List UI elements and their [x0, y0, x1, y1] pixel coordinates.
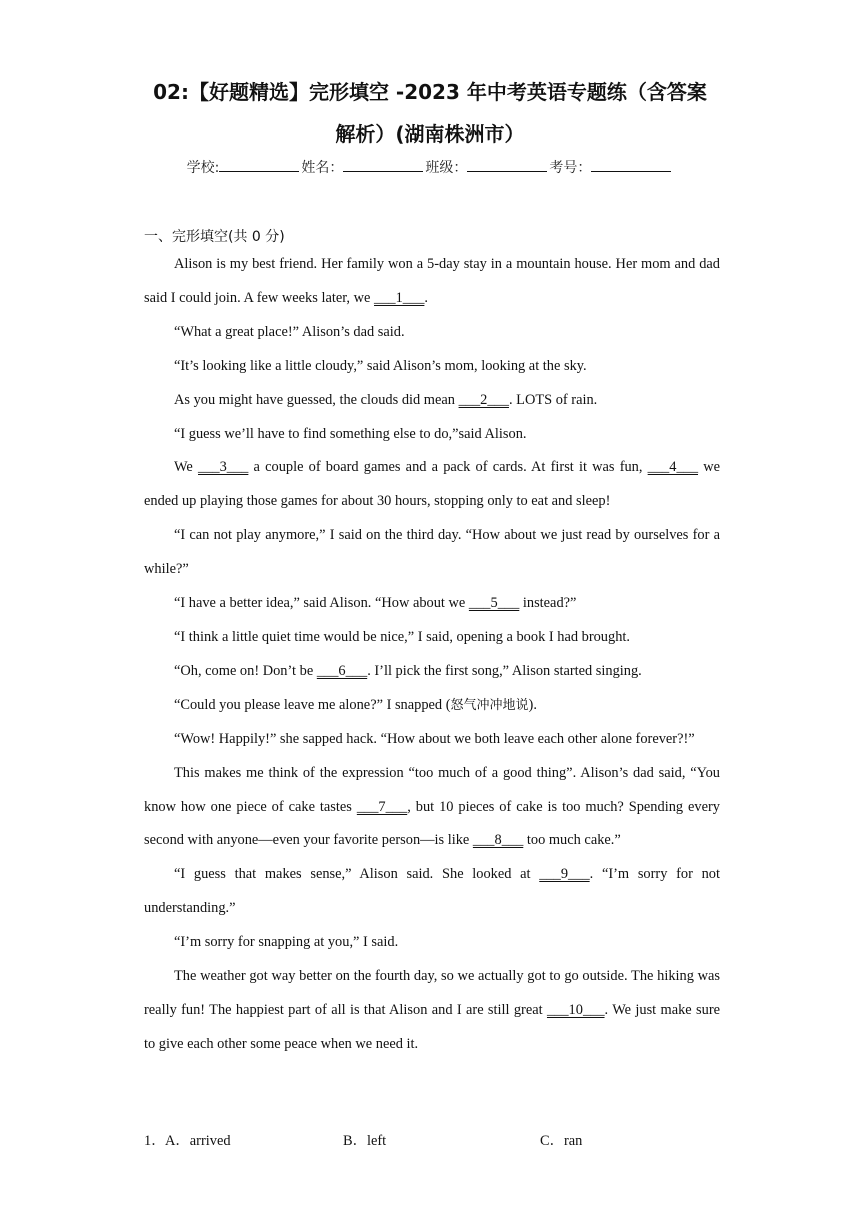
exam-number-blank [591, 157, 671, 172]
passage-paragraph: “Wow! Happily!” she sapped hack. “How about we both leave each other alone forever?!” [174, 730, 695, 747]
blank-1: ___1___ [374, 289, 425, 306]
passage-paragraph: “I guess we’ll have to find something else to do,”said Alison. [174, 425, 527, 442]
chinese-gloss: 怒气冲冲地说 [450, 697, 529, 713]
blank-6: ___6___ [316, 662, 368, 679]
passage-paragraph: “I’m sorry for snapping at you,” I said. [174, 934, 399, 951]
blank-3: ___3___ [198, 459, 249, 476]
exam-number-label: 考号： [549, 160, 592, 176]
passage-paragraph: “I think a little quiet time would be nice,” I said, opening a book I had brought. [174, 628, 630, 645]
school-blank [219, 157, 299, 172]
option-a: A．arrived [165, 1133, 231, 1149]
passage-paragraph: “I have a better idea,” said Alison. “How about we ___5___ instead?” [174, 595, 577, 612]
document-title-line2: 解析）(湖南株洲市） [335, 122, 525, 146]
class-label: 班级： [425, 160, 468, 176]
passage-paragraph: “I guess that makes sense,” Alison said. She looked at ___9___. “I’m sorry for not understanding.” [144, 866, 720, 917]
student-info-line [0, 157, 860, 177]
blank-2: ___2___ [458, 391, 509, 408]
passage-paragraph: We ___3___ a couple of board games and a pack of cards. At first it was fun, ___4___ we ended up playing those games for about 30 hours, stopping only to eat and sleep! [144, 459, 720, 510]
blank-7: ___7___ [356, 798, 408, 815]
document-title-line1: 02:【好题精选】完形填空 -2023 年中考英语专题练（含答案 [153, 80, 707, 104]
option-c: C．ran [540, 1133, 583, 1149]
passage [144, 248, 720, 1062]
option-b: B．left [343, 1133, 387, 1149]
passage-paragraph: “Oh, come on! Don’t be ___6___. I’ll pick the first song,” Alison started singing. [174, 662, 642, 679]
blank-8: ___8___ [472, 832, 524, 849]
name-label: 姓名： [301, 160, 344, 176]
name-blank [343, 157, 423, 172]
blank-5: ___5___ [468, 595, 520, 612]
school-label: 学校: [186, 160, 220, 176]
blank-4: ___4___ [647, 459, 699, 476]
passage-paragraph: “It’s looking like a little cloudy,” said Alison’s mom, looking at the sky. [174, 357, 587, 374]
passage-paragraph: “I can not play anymore,” I said on the third day. “How about we just read by ourselves for a while?” [144, 527, 720, 578]
passage-paragraph: As you might have guessed, the clouds did mean ___2___. LOTS of rain. [174, 391, 598, 408]
question-1-options [144, 1129, 720, 1153]
class-blank [467, 157, 547, 172]
passage-paragraph: The weather got way better on the fourth day, so we actually got to go outside. The hiking was really fun! The happiest part of all is that Alison and I are still great ___10___. We just make sure to give each other some peace when we need it. [144, 968, 720, 1052]
question-number: 1． [144, 1133, 166, 1149]
section-title: 一、完形填空(共 0 分) [144, 229, 285, 245]
passage-paragraph: Alison is my best friend. Her family won a 5-day stay in a mountain house. Her mom and dad said I could join. A few weeks later, we ___1___. [144, 256, 720, 306]
blank-9: ___9___ [539, 866, 590, 883]
passage-paragraph: “What a great place!” Alison’s dad said. [174, 323, 405, 340]
passage-paragraph: “Could you please leave me alone?” I snapped (怒气冲冲地说). [174, 696, 537, 713]
blank-10: ___10___ [546, 1001, 605, 1018]
passage-paragraph: This makes me think of the expression “too much of a good thing”. Alison’s dad said, “You know how one piece of cake tastes ___7___, but 10 pieces of cake is too much? Spending every second with anyone—even your favorite person—is like ___8___ too much cake.” [144, 764, 720, 849]
